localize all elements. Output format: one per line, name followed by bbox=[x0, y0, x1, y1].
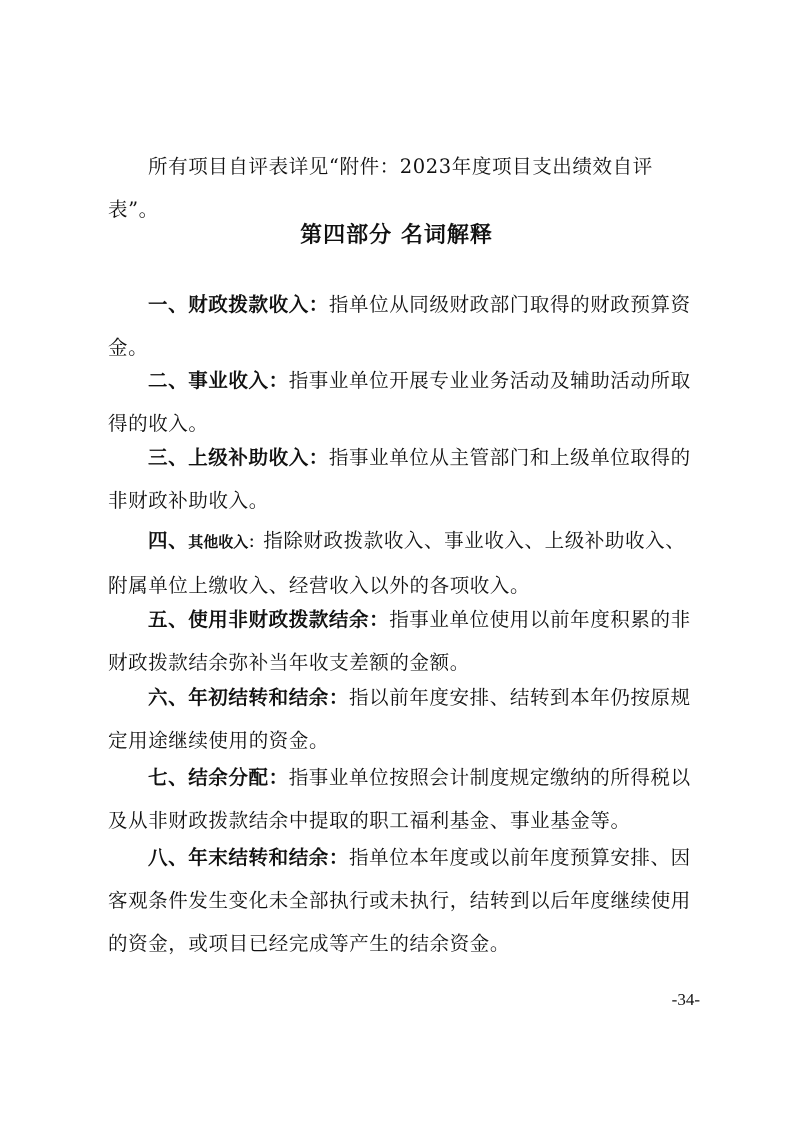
definition-text: 指事业单位按照会计制度规定缴纳的所得税以及从非财政拨款结余中提取的职工福利基金、事业基金等。 bbox=[108, 766, 691, 832]
definition-paragraph bbox=[108, 519, 693, 607]
definition-paragraph bbox=[108, 676, 693, 762]
definition-text: 指单位本年度或以前年度预算安排、因客观条件发生变化未全部执行或未执行，结转到以后年度继续使用的资金，或项目已经完成等产生的结余资金。 bbox=[108, 846, 691, 955]
definition-text: 指以前年度安排、结转到本年仍按原规定用途继续使用的资金。 bbox=[108, 686, 691, 752]
definition-paragraph bbox=[108, 283, 693, 369]
definition-text: 指事业单位使用以前年度积累的非财政拨款结余弥补当年收支差额的金额。 bbox=[108, 608, 691, 674]
definition-paragraph bbox=[108, 436, 693, 522]
intro-text: 所有项目自评表详见“附件：2023年度项目支出绩效自评表”。 bbox=[108, 155, 653, 221]
definition-paragraph bbox=[108, 836, 693, 965]
definition-term: 六、年初结转和结余： bbox=[148, 686, 350, 709]
definition-text: 指事业单位从主管部门和上级单位取得的非财政补助收入。 bbox=[108, 446, 691, 512]
definition-term: 二、事业收入： bbox=[148, 369, 289, 392]
definition-term: 五、使用非财政拨款结余： bbox=[148, 608, 390, 631]
definition-text: 指除财政拨款收入、事业收入、上级补助收入、附属单位上缴收入、经营收入以外的各项收入。 bbox=[108, 529, 686, 597]
definition-term: 一、财政拨款收入： bbox=[148, 293, 329, 316]
definition-text: 指单位从同级财政部门取得的财政预算资金。 bbox=[108, 293, 691, 359]
definition-paragraph bbox=[108, 598, 693, 684]
definition-text: 指事业单位开展专业业务活动及辅助活动所取得的收入。 bbox=[108, 369, 691, 435]
definition-paragraph bbox=[108, 756, 693, 842]
definition-term: 其他收入： bbox=[188, 533, 264, 551]
definition-paragraph bbox=[108, 359, 693, 445]
definition-term: 八、年末结转和结余： bbox=[148, 846, 350, 869]
definition-term-prefix: 四、 bbox=[148, 529, 189, 552]
section-title: 第四部分 名词解释 bbox=[300, 222, 493, 248]
definition-term: 三、上级补助收入： bbox=[148, 446, 329, 469]
page-number: -34- bbox=[671, 990, 700, 1009]
definition-term: 七、结余分配： bbox=[148, 766, 289, 789]
